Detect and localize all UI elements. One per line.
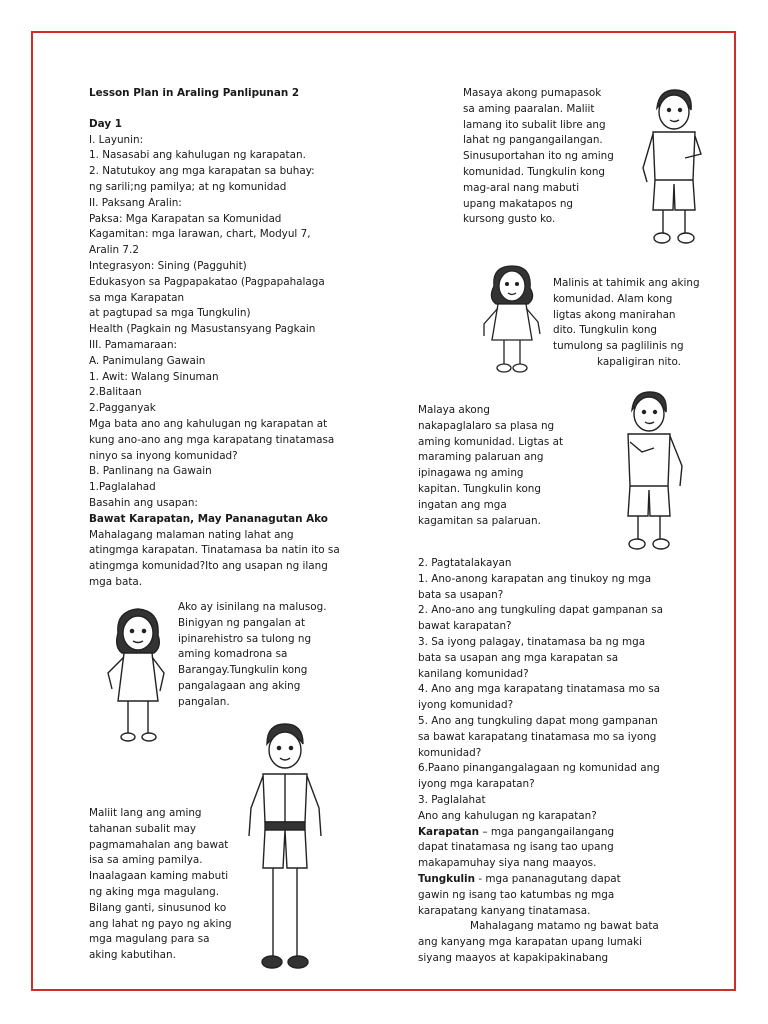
text-line: bata sa usapan? — [418, 588, 504, 601]
text-line: Inaalagaan kaming mabuti — [89, 870, 229, 883]
text-line: 3. Paglalahat — [418, 793, 486, 806]
text-line: komunidad? — [418, 746, 482, 759]
term-karapatan: Karapatan — [418, 825, 480, 838]
objectives-list — [89, 133, 340, 512]
girl-clean-speech — [553, 276, 700, 371]
text-line: Bilang ganti, sinusunod ko — [89, 901, 227, 914]
text-line: sa bawat karapatang tinatamasa mo sa iyong — [418, 730, 657, 743]
text-line: ipinagawa ng aming — [418, 467, 524, 480]
text-line: dito. Tungkulin kong — [553, 324, 658, 337]
text-line: II. Paksang Aralin: — [89, 196, 182, 209]
text-line: isa sa aming pamilya. — [89, 854, 203, 867]
text-line: mga bata. — [89, 575, 143, 588]
text-line: 2.Pagganyak — [89, 402, 156, 415]
text-line: pangalan. — [178, 695, 230, 708]
text-line: karapatang kanyang tinatamasa. — [418, 904, 591, 917]
text-line: sa mga Karapatan — [89, 291, 185, 304]
boy-playground-illustration — [608, 386, 692, 552]
closing-first-line: Mahalagang matamo ng bawat bata — [470, 920, 659, 933]
text-line: kung ano-ano ang mga karapatang tinatamasa — [89, 433, 335, 446]
text-line: nakapaglalaro sa plasa ng — [418, 419, 555, 432]
text-line: Malinis at tahimik ang aking — [553, 277, 700, 289]
text-line: at pagtupad sa mga Tungkulin) — [89, 307, 251, 320]
text-line: ingatan ang mga — [418, 498, 507, 511]
text-line: A. Panimulang Gawain — [89, 354, 206, 367]
lesson-title: Lesson Plan in Araling Panlipunan 2 — [89, 87, 300, 99]
text-line: ang kanyang mga karapatan upang lumaki — [418, 936, 643, 949]
text-line: 2. Pagtatalakayan — [418, 557, 512, 569]
text-line: ligtas akong manirahan — [553, 308, 676, 321]
text-line: pagmamahalan ang bawat — [89, 838, 229, 851]
text-line: mag-aral nang mabuti — [463, 181, 580, 194]
definition-karapatan: Karapatan – mga pangangailangang — [418, 825, 615, 838]
text-line: Mahalagang malaman nating lahat ang — [89, 528, 294, 541]
boy-school-speech — [463, 86, 614, 228]
text-line: Malaya akong — [418, 404, 490, 416]
text-line: aking kabutihan. — [89, 949, 176, 962]
text-line: 1. Ano-anong karapatan ang tinukoy ng mga — [418, 572, 652, 585]
text-line: Barangay.Tungkulin kong — [178, 664, 308, 677]
text-line: siyang maayos at kapakipakinabang — [418, 951, 609, 964]
text-line: ipinarehistro sa tulong ng — [178, 632, 312, 645]
text-line: sa aming paaralan. Maliit — [463, 102, 595, 115]
day-heading: Day 1 — [89, 117, 122, 130]
text-line: Aralin 7.2 — [89, 244, 139, 257]
girl-speech — [178, 600, 327, 711]
text-line: 1. Nasasabi ang kahulugan ng karapatan. — [89, 149, 306, 162]
text-line: 2.Balitaan — [89, 386, 142, 399]
text-line: B. Panlinang na Gawain — [89, 465, 212, 478]
text-line: maraming palaruan ang — [418, 451, 544, 464]
boy-school-illustration — [637, 84, 709, 246]
text-line: tumulong sa paglilinis ng — [553, 340, 684, 353]
text-line: Edukasyon sa Pagpapakatao (Pagpapahalaga — [89, 275, 325, 288]
text-line: makapamuhay siya nang maayos. — [418, 857, 597, 870]
definition-tungkulin: Tungkulin - mga pananagutang dapat — [418, 872, 621, 885]
girl-clean-illustration — [478, 262, 546, 380]
text-line: 1. Awit: Walang Sinuman — [89, 370, 219, 383]
text-line: ng aking mga magulang. — [89, 885, 220, 898]
text-line: atingmga karapatan. Tinatamasa ba natin ito sa — [89, 544, 340, 557]
text-line: komunidad. Tungkulin kong — [463, 165, 606, 178]
speech2-last-line: kapaligiran nito. — [597, 355, 681, 368]
term-tungkulin: Tungkulin — [418, 872, 476, 885]
text-line: I. Layunin: — [89, 133, 144, 146]
text-line: Kagamitan: mga larawan, chart, Modyul 7, — [89, 228, 311, 241]
text-line: lahat ng pangangailangan. — [463, 134, 603, 147]
left-column-top — [89, 86, 340, 591]
text-line: atingmga komunidad?Ito ang usapan ng ilang — [89, 560, 328, 573]
text-line: ng sarili;ng pamilya; at ng komunidad — [89, 180, 287, 193]
text-line: Integrasyon: Sining (Pagguhit) — [89, 259, 247, 272]
intro-paragraph — [89, 528, 340, 591]
text-line: tahanan subalit may — [89, 822, 196, 835]
text-line: pangalagaan ang aking — [178, 679, 301, 692]
text-line: upang makatapos ng — [463, 197, 574, 210]
text-line: aming komadrona sa — [178, 648, 288, 661]
boy-speech — [89, 806, 232, 964]
text-line: Binigyan ng pangalan at — [178, 616, 306, 629]
text-line: komunidad. Alam kong — [553, 292, 673, 305]
text-line: 1.Paglalahad — [89, 481, 156, 494]
text-line: 2. Natutukoy ang mga karapatan sa buhay: — [89, 165, 315, 178]
text-line: Sinusuportahan ito ng aming — [463, 150, 614, 163]
text-line: dapat tinatamasa ng isang tao upang — [418, 841, 614, 854]
text-line: ninyo sa inyong komunidad? — [89, 449, 238, 462]
text-line: 2. Ano-ano ang tungkuling dapat gampanan sa — [418, 604, 664, 617]
text-line: Health (Pagkain ng Masustansyang Pagkain — [89, 323, 316, 336]
text-line: 4. Ano ang mga karapatang tinatamasa mo sa — [418, 683, 661, 696]
text-line: 5. Ano ang tungkuling dapat mong gampanan — [418, 714, 658, 727]
text-line: Basahin ang usapan: — [89, 496, 198, 509]
text-line: kapitan. Tungkulin kong — [418, 482, 541, 495]
text-line: Ako ay isinilang na malusog. — [178, 601, 327, 613]
text-line: bawat karapatan? — [418, 620, 512, 633]
boy-playground-speech — [418, 403, 563, 529]
boy-illustration — [243, 718, 325, 980]
text-line: Mga bata ano ang kahulugan ng karapatan at — [89, 417, 328, 430]
text-line: bata sa usapan ang mga karapatan sa — [418, 651, 619, 664]
text-line: lamang ito subalit libre ang — [463, 118, 606, 131]
text-line: iyong mga karapatan? — [418, 778, 535, 791]
text-line: 6.Paano pinangangalagaan ng komunidad ang — [418, 762, 660, 775]
text-line: III. Pamamaraan: — [89, 338, 178, 351]
text-line: kursong gusto ko. — [463, 213, 556, 226]
text-line: Maliit lang ang aming — [89, 807, 202, 819]
dialogue-heading: Bawat Karapatan, May Pananagutan Ako — [89, 512, 328, 525]
girl-illustration — [98, 603, 180, 751]
text-line: iyong komunidad? — [418, 699, 514, 712]
text-line: Paksa: Mga Karapatan sa Komunidad — [89, 212, 282, 225]
text-line: mga magulang para sa — [89, 933, 210, 946]
discussion-questions — [418, 556, 663, 825]
text-line: gawin ng isang tao katumbas ng mga — [418, 888, 615, 901]
text-line: ang lahat ng payo ng aking — [89, 917, 232, 930]
text-line: 3. Sa iyong palagay, tinatamasa ba ng mga — [418, 635, 646, 648]
text-line: Ano ang kahulugan ng karapatan? — [418, 809, 597, 822]
text-line: kagamitan sa palaruan. — [418, 514, 541, 527]
text-line: Masaya akong pumapasok — [463, 87, 602, 99]
right-column-bottom — [418, 556, 663, 967]
text-line: kanilang komunidad? — [418, 667, 529, 680]
text-line: aming komunidad. Ligtas at — [418, 435, 564, 448]
